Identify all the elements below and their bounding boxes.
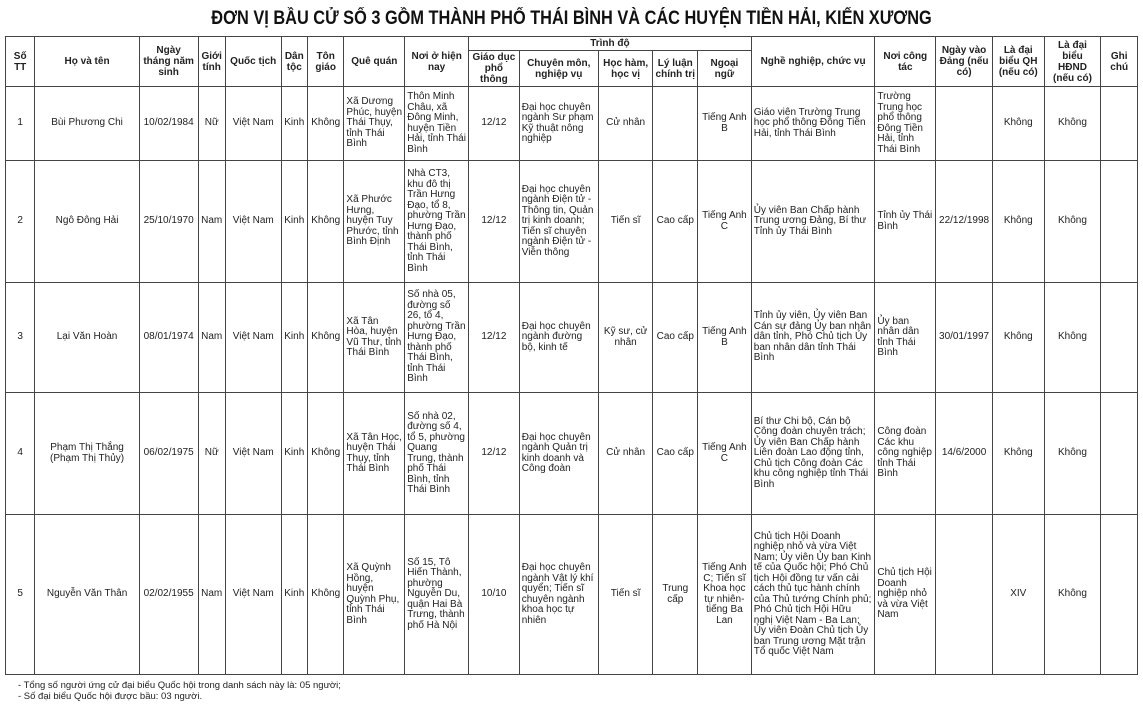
cell-stt: 2 — [6, 161, 35, 283]
cell-dob: 06/02/1975 — [139, 393, 198, 515]
cell-council-delegate: Không — [1044, 283, 1101, 393]
cell-specialty: Đại học chuyên ngành Điện tử - Thông tin, Quản trị kinh doanh; Tiến sĩ chuyên ngành Điện tử - Viễn thông — [519, 161, 598, 283]
header-academic: Học hàm, học vị — [598, 51, 653, 87]
cell-name: Nguyễn Văn Thân — [35, 515, 139, 675]
header-party-date: Ngày vào Đảng (nếu có) — [936, 37, 993, 87]
cell-party-date: 14/6/2000 — [936, 393, 993, 515]
cell-na-delegate: Không — [992, 393, 1044, 515]
cell-residence: Nhà CT3, khu đô thị Trần Hưng Đạo, tổ 8, phường Trần Hưng Đạo, thành phố Thái Bình, tỉnh Thái Bình — [405, 161, 469, 283]
cell-residence: Thôn Minh Châu, xã Đông Minh, huyện Tiền Hải, tỉnh Thái Bình — [405, 87, 469, 161]
header-specialty: Chuyên môn, nghiệp vụ — [519, 51, 598, 87]
cell-specialty: Đại học chuyên ngành đường bộ, kinh tế — [519, 283, 598, 393]
cell-dob: 02/02/1955 — [139, 515, 198, 675]
header-workplace: Nơi công tác — [875, 37, 936, 87]
table-row — [6, 393, 1138, 515]
cell-na-delegate: Không — [992, 161, 1044, 283]
cell-academic: Tiến sĩ — [598, 515, 653, 675]
cell-party-date — [936, 87, 993, 161]
cell-party-date: 30/01/1997 — [936, 283, 993, 393]
cell-religion: Không — [307, 393, 343, 515]
cell-residence: Số nhà 05, đường số 26, tổ 4, phường Trần Hưng Đạo, thành phố Thái Bình, tỉnh Thái Bình — [405, 283, 469, 393]
table-row — [6, 161, 1138, 283]
cell-residence: Số nhà 02, đường số 4, tổ 5, phường Quang Trung, thành phố Thái Bình, tỉnh Thái Bình — [405, 393, 469, 515]
header-occupation: Nghề nghiệp, chức vụ — [751, 37, 875, 87]
cell-general-edu: 12/12 — [469, 161, 520, 283]
cell-language: Tiếng Anh C; Tiến sĩ Khoa học tự nhiên-tiếng Ba Lan — [698, 515, 752, 675]
cell-gender: Nam — [198, 515, 225, 675]
footnotes — [18, 680, 1143, 702]
cell-dob: 10/02/1984 — [139, 87, 198, 161]
cell-language: Tiếng Anh C — [698, 393, 752, 515]
cell-specialty: Đại học chuyên ngành Sư phạm Kỹ thuật nông nghiệp — [519, 87, 598, 161]
cell-occupation: Bí thư Chi bộ, Cán bộ Công đoàn chuyên trách; Ủy viên Ban Chấp hành Liên đoàn Lao động tỉnh, Chủ tịch Công đoàn Các khu công nghiệp tỉnh Thái Bình — [751, 393, 875, 515]
header-notes: Ghi chú — [1101, 37, 1138, 87]
header-religion: Tôn giáo — [307, 37, 343, 87]
header-general-edu: Giáo dục phổ thông — [469, 51, 520, 87]
footnote-elected-seats: - Số đại biểu Quốc hội được bầu: 03 người. — [18, 691, 203, 702]
cell-ethnicity: Kinh — [281, 87, 307, 161]
cell-name: Ngô Đông Hải — [35, 161, 139, 283]
header-stt: Số TT — [6, 37, 35, 87]
cell-language: Tiếng Anh B — [698, 283, 752, 393]
cell-general-edu: 10/10 — [469, 515, 520, 675]
cell-name: Lại Văn Hoàn — [35, 283, 139, 393]
cell-gender: Nam — [198, 161, 225, 283]
cell-notes — [1101, 87, 1138, 161]
header-education-group: Trình độ — [469, 37, 752, 51]
cell-hometown: Xã Dương Phúc, huyện Thái Thụy, tỉnh Thái Bình — [344, 87, 405, 161]
cell-political: Trung cấp — [653, 515, 698, 675]
cell-general-edu: 12/12 — [469, 393, 520, 515]
cell-nationality: Việt Nam — [225, 515, 281, 675]
cell-political: Cao cấp — [653, 161, 698, 283]
cell-ethnicity: Kinh — [281, 515, 307, 675]
cell-party-date: 22/12/1998 — [936, 161, 993, 283]
cell-hometown: Xã Tân Học, huyện Thái Thụy, tỉnh Thái Bình — [344, 393, 405, 515]
cell-notes — [1101, 515, 1138, 675]
header-residence: Nơi ở hiện nay — [405, 37, 469, 87]
cell-workplace: Ủy ban nhân dân tỉnh Thái Bình — [875, 283, 936, 393]
cell-language: Tiếng Anh C — [698, 161, 752, 283]
cell-council-delegate: Không — [1044, 393, 1101, 515]
cell-party-date — [936, 515, 993, 675]
cell-workplace: Trường Trung học phổ thông Đông Tiền Hải, tỉnh Thái Bình — [875, 87, 936, 161]
cell-occupation: Chủ tịch Hội Doanh nghiệp nhỏ và vừa Việt Nam; Ủy viên Ủy ban Kinh tế của Quốc hội; Phó Chủ tịch Hội đồng tư vấn cải cách thủ tục hành chính của Thủ tướng Chính phủ; Phó Chủ tịch Hội Hữu nghị Việt Nam - Ba Lan; Ủy viên Đoàn Chủ tịch Ủy ban Trung ương Mặt trận Tổ quốc Việt Nam — [751, 515, 875, 675]
cell-hometown: Xã Quỳnh Hồng, huyện Quỳnh Phụ, tỉnh Thái Bình — [344, 515, 405, 675]
cell-nationality: Việt Nam — [225, 393, 281, 515]
header-na-delegate: Là đại biểu QH (nếu có) — [992, 37, 1044, 87]
cell-na-delegate: Không — [992, 87, 1044, 161]
cell-nationality: Việt Nam — [225, 283, 281, 393]
cell-academic: Kỹ sư, cử nhân — [598, 283, 653, 393]
cell-ethnicity: Kinh — [281, 161, 307, 283]
cell-general-edu: 12/12 — [469, 283, 520, 393]
table-row — [6, 515, 1138, 675]
cell-general-edu: 12/12 — [469, 87, 520, 161]
footnote-total-candidates: - Tổng số người ứng cử đại biểu Quốc hội trong danh sách này là: 05 người; — [18, 680, 341, 691]
cell-dob: 25/10/1970 — [139, 161, 198, 283]
cell-stt: 1 — [6, 87, 35, 161]
cell-notes — [1101, 393, 1138, 515]
cell-political — [653, 87, 698, 161]
cell-nationality: Việt Nam — [225, 87, 281, 161]
cell-council-delegate: Không — [1044, 87, 1101, 161]
header-language: Ngoại ngữ — [698, 51, 752, 87]
cell-academic: Cử nhân — [598, 393, 653, 515]
cell-workplace: Công đoàn Các khu công nghiệp tỉnh Thái Bình — [875, 393, 936, 515]
cell-religion: Không — [307, 283, 343, 393]
cell-occupation: Giáo viên Trường Trung học phổ thông Đông Tiền Hải, tỉnh Thái Bình — [751, 87, 875, 161]
page-title: ĐƠN VỊ BẦU CỬ SỐ 3 GỒM THÀNH PHỐ THÁI BÌNH VÀ CÁC HUYỆN TIỀN HẢI, KIẾN XƯƠNG — [211, 8, 932, 29]
cell-notes — [1101, 161, 1138, 283]
cell-gender: Nam — [198, 283, 225, 393]
cell-political: Cao cấp — [653, 393, 698, 515]
header-ethnicity: Dân tộc — [281, 37, 307, 87]
header-political: Lý luận chính trị — [653, 51, 698, 87]
cell-name: Phạm Thị Thắng (Phạm Thị Thủy) — [35, 393, 139, 515]
table-row — [6, 87, 1138, 161]
cell-gender: Nữ — [198, 393, 225, 515]
cell-stt: 3 — [6, 283, 35, 393]
cell-stt: 4 — [6, 393, 35, 515]
candidate-table — [5, 36, 1138, 675]
cell-workplace: Chủ tịch Hội Doanh nghiệp nhỏ và vừa Việt Nam — [875, 515, 936, 675]
cell-na-delegate: XIV — [992, 515, 1044, 675]
cell-workplace: Tỉnh ủy Thái Bình — [875, 161, 936, 283]
cell-political: Cao cấp — [653, 283, 698, 393]
cell-hometown: Xã Phước Hưng, huyện Tuy Phước, tỉnh Bình Định — [344, 161, 405, 283]
header-hometown: Quê quán — [344, 37, 405, 87]
cell-academic: Tiến sĩ — [598, 161, 653, 283]
cell-stt: 5 — [6, 515, 35, 675]
cell-specialty: Đại học chuyên ngành Vật lý khí quyển; Tiến sĩ chuyên ngành khoa học tự nhiên — [519, 515, 598, 675]
cell-occupation: Ủy viên Ban Chấp hành Trung ương Đảng, Bí thư Tỉnh ủy Thái Bình — [751, 161, 875, 283]
header-name: Họ và tên — [35, 37, 139, 87]
cell-religion: Không — [307, 161, 343, 283]
cell-ethnicity: Kinh — [281, 283, 307, 393]
header-dob: Ngày tháng năm sinh — [139, 37, 198, 87]
cell-ethnicity: Kinh — [281, 393, 307, 515]
cell-name: Bùi Phương Chi — [35, 87, 139, 161]
cell-occupation: Tỉnh ủy viên, Ủy viên Ban Cán sự đảng Ủy ban nhân dân tỉnh, Phó Chủ tịch Ủy ban nhân dân tỉnh Thái Bình — [751, 283, 875, 393]
cell-notes — [1101, 283, 1138, 393]
cell-nationality: Việt Nam — [225, 161, 281, 283]
cell-council-delegate: Không — [1044, 515, 1101, 675]
cell-religion: Không — [307, 87, 343, 161]
cell-dob: 08/01/1974 — [139, 283, 198, 393]
cell-religion: Không — [307, 515, 343, 675]
table-row — [6, 283, 1138, 393]
cell-language: Tiếng Anh B — [698, 87, 752, 161]
header-council-delegate: Là đại biểu HĐND (nếu có) — [1044, 37, 1101, 87]
cell-gender: Nữ — [198, 87, 225, 161]
cell-specialty: Đại học chuyên ngành Quản trị kinh doanh và Công đoàn — [519, 393, 598, 515]
header-gender: Giới tính — [198, 37, 225, 87]
cell-residence: Số 15, Tô Hiến Thành, phường Nguyễn Du, quận Hai Bà Trưng, thành phố Hà Nội — [405, 515, 469, 675]
cell-na-delegate: Không — [992, 283, 1044, 393]
cell-hometown: Xã Tân Hòa, huyện Vũ Thư, tỉnh Thái Bình — [344, 283, 405, 393]
header-nationality: Quốc tịch — [225, 37, 281, 87]
cell-council-delegate: Không — [1044, 161, 1101, 283]
cell-academic: Cử nhân — [598, 87, 653, 161]
